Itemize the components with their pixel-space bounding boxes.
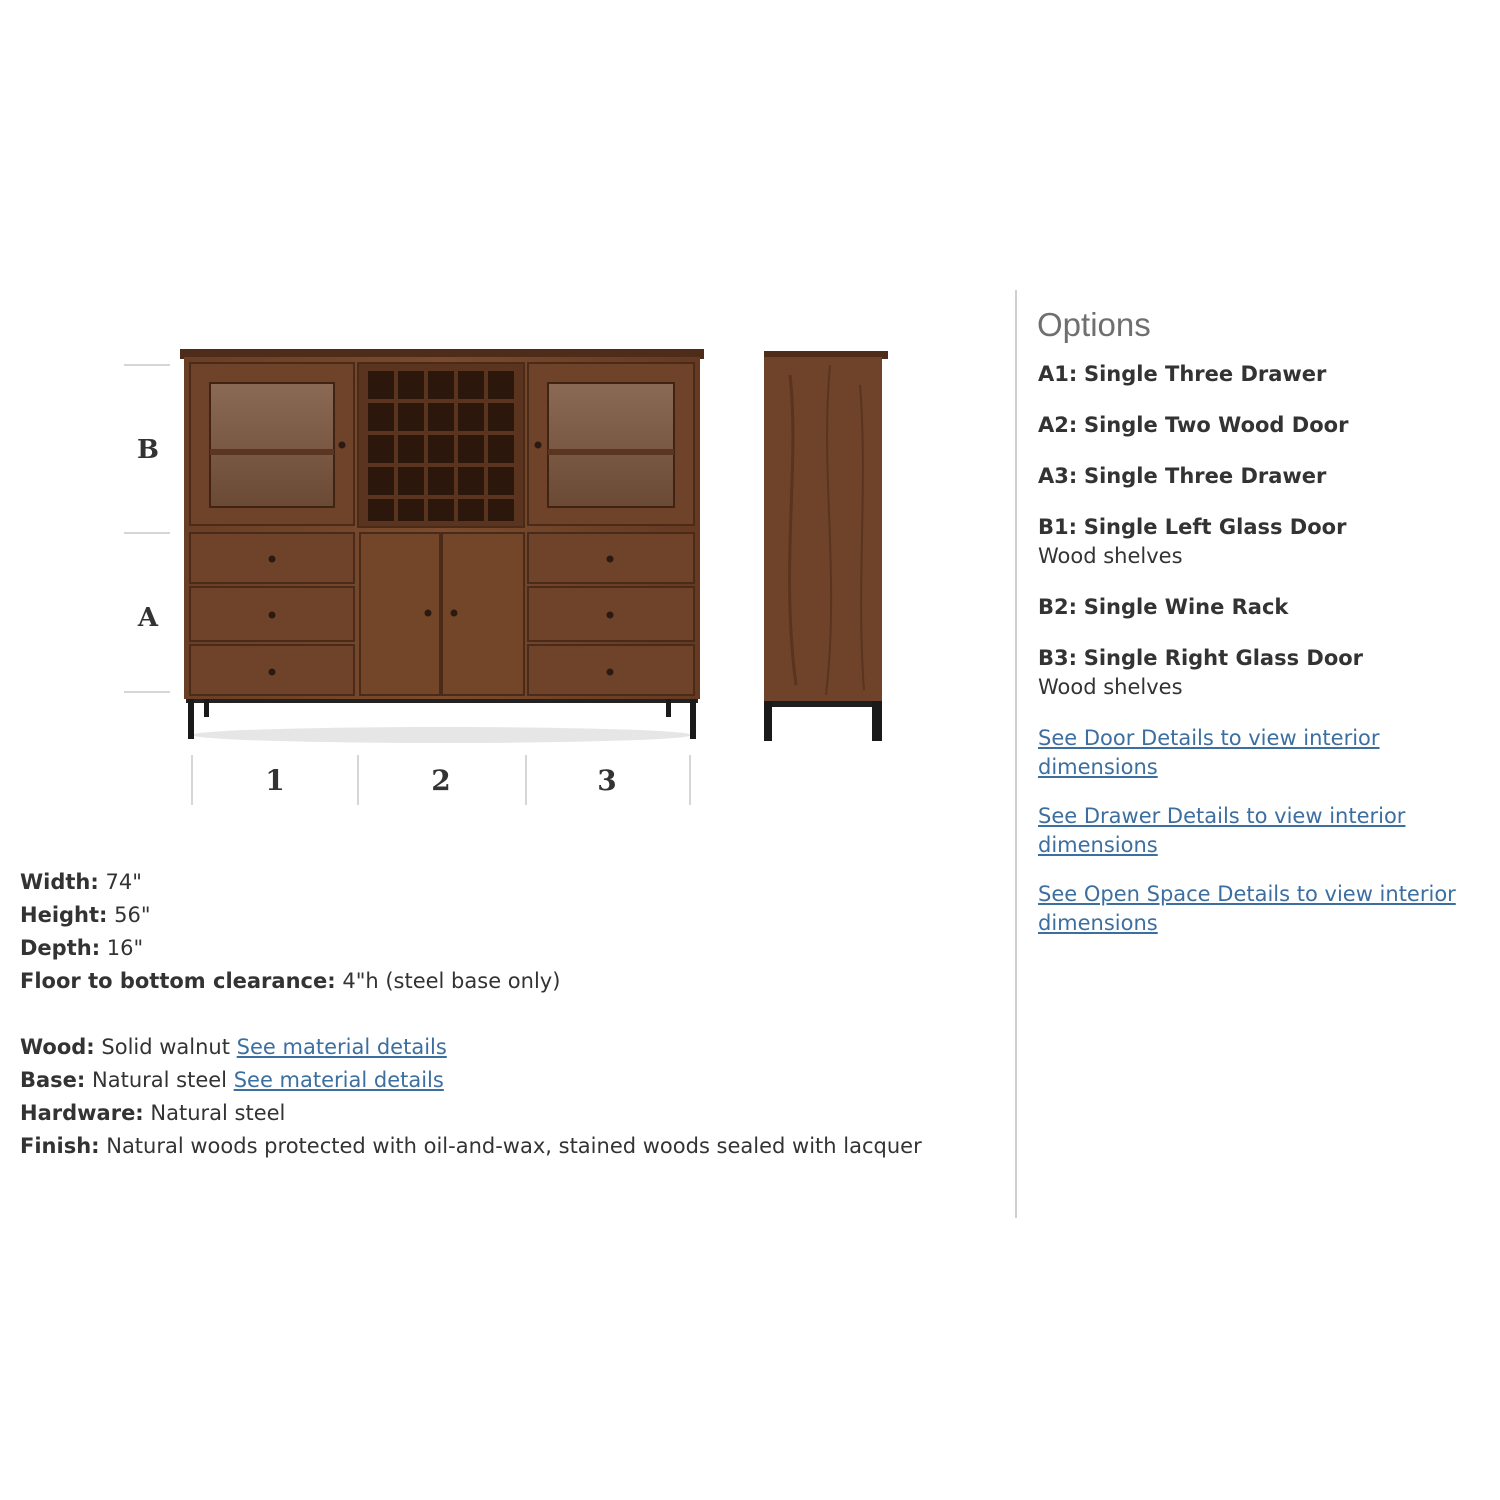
spec-hardware: Hardware: Natural steel: [20, 1101, 286, 1125]
row-divider: [124, 364, 170, 366]
wood-material-details-link[interactable]: See material details: [236, 1035, 447, 1059]
option-b3: B3: Single Right Glass Door Wood shelves: [1038, 644, 1478, 702]
spec-wood: Wood: Solid walnut See material details: [20, 1035, 447, 1059]
option-b3-detail: Wood shelves: [1038, 675, 1183, 699]
column-divider: [689, 755, 691, 805]
options-list: [1038, 360, 1478, 958]
cabinet-front-image: [180, 345, 710, 745]
base-material-details-link[interactable]: See material details: [233, 1068, 444, 1092]
drawer-details-link[interactable]: See Drawer Details to view interior dimensions: [1038, 804, 1406, 857]
options-title: Options: [1037, 306, 1151, 343]
vertical-divider: [1015, 290, 1017, 1218]
spec-finish: Finish: Natural woods protected with oil-and-wax, stained woods sealed with lacquer: [20, 1134, 922, 1158]
row-divider: [124, 532, 170, 534]
column-label-1: 1: [265, 764, 285, 797]
option-b1-detail: Wood shelves: [1038, 544, 1183, 568]
row-label-a: A: [137, 603, 159, 633]
open-space-details-link[interactable]: See Open Space Details to view interior dimensions: [1038, 882, 1456, 935]
spec-clearance: Floor to bottom clearance: 4"h (steel base only): [20, 969, 561, 993]
option-a1: A1: Single Three Drawer: [1038, 362, 1327, 386]
row-divider: [124, 691, 170, 693]
door-details-link[interactable]: See Door Details to view interior dimensions: [1038, 726, 1380, 779]
spec-base: Base: Natural steel See material details: [20, 1068, 444, 1092]
specifications: [20, 866, 980, 1163]
row-label-b: B: [137, 435, 159, 465]
option-b2: B2: Single Wine Rack: [1038, 595, 1289, 619]
column-label-3: 3: [597, 764, 617, 797]
spec-width: Width: 74": [20, 870, 142, 894]
option-a3: A3: Single Three Drawer: [1038, 464, 1327, 488]
column-divider: [357, 755, 359, 805]
option-b1: B1: Single Left Glass Door Wood shelves: [1038, 513, 1478, 571]
spec-height: Height: 56": [20, 903, 151, 927]
column-divider: [525, 755, 527, 805]
option-a2: A2: Single Two Wood Door: [1038, 413, 1349, 437]
column-divider: [191, 755, 193, 805]
cabinet-side-image: [760, 345, 892, 745]
column-label-2: 2: [431, 764, 451, 797]
spec-depth: Depth: 16": [20, 936, 144, 960]
